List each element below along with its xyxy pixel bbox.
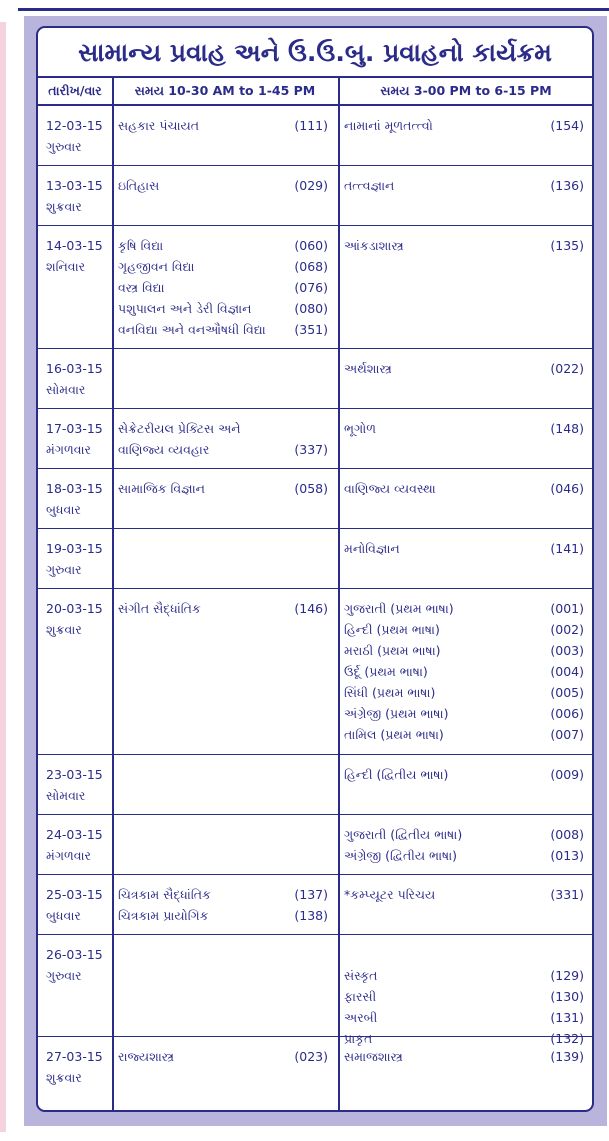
exam-day: સોમવાર (46, 382, 86, 397)
table-row (38, 589, 592, 755)
date-day-cell (46, 944, 108, 986)
subject-name: આંકડાશાસ્ત્ર (344, 238, 404, 253)
subject-name: સેક્રેટરીયલ પ્રેક્ટિસ અને વાણિજ્ય વ્યવહાર (118, 421, 241, 457)
subject-code: (004) (550, 664, 584, 679)
morning-session-cell (118, 478, 328, 499)
exam-date: 16-03-15 (46, 361, 103, 376)
subject-name: ચિત્રકામ પ્રાયોગિક (118, 908, 209, 923)
subject-code: (003) (550, 643, 584, 658)
subject-name: ઉર્દૂ (પ્રથમ ભાષા) (344, 664, 428, 679)
afternoon-session-cell (344, 418, 584, 439)
subject-code: (148) (550, 421, 584, 436)
exam-date: 24-03-15 (46, 827, 103, 842)
subject-line (344, 619, 584, 640)
subject-code: (154) (550, 118, 584, 133)
subject-code: (068) (294, 259, 328, 274)
exam-day: બુધવાર (46, 908, 81, 923)
table-row (38, 1037, 592, 1112)
subject-code: (337) (294, 442, 328, 457)
subject-line (344, 640, 584, 661)
subject-line (344, 764, 584, 785)
table-row (38, 469, 592, 529)
exam-date: 14-03-15 (46, 238, 103, 253)
morning-session-cell (118, 598, 328, 619)
subject-line (344, 418, 584, 439)
table-row (38, 755, 592, 815)
afternoon-session-cell (344, 764, 584, 785)
subject-name: ફારસી (344, 989, 377, 1004)
subject-line (344, 824, 584, 845)
exam-date: 27-03-15 (46, 1049, 103, 1064)
subject-name: સમાજશાસ્ત્ર (344, 1049, 403, 1064)
subject-name: પશુપાલન અને ડેરી વિજ્ઞાન (118, 301, 252, 316)
table-row (38, 815, 592, 875)
subject-name: તત્ત્વજ્ઞાન (344, 178, 395, 193)
date-day-cell (46, 115, 108, 157)
afternoon-session-cell (344, 944, 584, 1049)
subject-line (118, 598, 328, 619)
exam-day: ગુરુવાર (46, 968, 82, 983)
subject-name: *કમ્પ્યૂટર પરિચય (344, 887, 436, 902)
subject-code: (138) (294, 908, 328, 923)
subject-code: (008) (550, 827, 584, 842)
subject-code: (146) (294, 601, 328, 616)
date-day-cell (46, 175, 108, 217)
date-day-cell (46, 1046, 108, 1088)
morning-session-cell (118, 1046, 328, 1067)
subject-name: ગુજરાતી (દ્વિતીય ભાષા) (344, 827, 463, 842)
subject-code: (002) (550, 622, 584, 637)
subject-line (118, 235, 328, 256)
subject-line (118, 115, 328, 136)
schedule-rows (38, 106, 592, 1112)
exam-date: 19-03-15 (46, 541, 103, 556)
exam-day: મંગળવાર (46, 442, 92, 457)
left-margin-bar (0, 22, 6, 1132)
table-row (38, 529, 592, 589)
morning-session-cell (118, 175, 328, 196)
subject-code: (005) (550, 685, 584, 700)
exam-date: 25-03-15 (46, 887, 103, 902)
date-day-cell (46, 824, 108, 866)
subject-name: હિન્દી (પ્રથમ ભાષા) (344, 622, 440, 637)
date-day-cell (46, 538, 108, 580)
afternoon-session-cell (344, 115, 584, 136)
subject-line (118, 256, 328, 277)
subject-code: (132) (550, 1031, 584, 1046)
afternoon-session-cell (344, 1046, 584, 1067)
schedule-frame (24, 16, 607, 1126)
afternoon-session-cell (344, 884, 584, 905)
morning-session-cell (118, 235, 328, 340)
page-title: સામાન્ય પ્રવાહ અને ઉ.ઉ.બુ. પ્રવાહનો કાર્યક્રમ (38, 28, 592, 78)
afternoon-session-cell (344, 598, 584, 745)
subject-name: ગૃહજીવન વિદ્યા (118, 259, 195, 274)
subject-code: (076) (294, 280, 328, 295)
subject-line (344, 703, 584, 724)
subject-line (344, 538, 584, 559)
subject-code: (009) (550, 767, 584, 782)
subject-line (118, 319, 328, 340)
subject-line (118, 298, 328, 319)
afternoon-session-cell (344, 358, 584, 379)
subject-code: (080) (294, 301, 328, 316)
subject-code: (130) (550, 989, 584, 1004)
subject-line (118, 277, 328, 298)
subject-name: હિન્દી (દ્વિતીય ભાષા) (344, 767, 449, 782)
subject-code: (023) (294, 1049, 328, 1064)
subject-name: કૃષિ વિદ્યા (118, 238, 164, 253)
subject-name: સિંધી (પ્રથમ ભાષા) (344, 685, 436, 700)
date-day-cell (46, 598, 108, 640)
date-day-cell (46, 235, 108, 277)
subject-code: (060) (294, 238, 328, 253)
subject-line (118, 418, 328, 460)
subject-code: (007) (550, 727, 584, 742)
subject-name: વનવિદ્યા અને વનઔષધી વિદ્યા (118, 322, 266, 337)
date-day-cell (46, 418, 108, 460)
subject-name: વસ્ત્ર વિદ્યા (118, 280, 165, 295)
subject-line (344, 661, 584, 682)
subject-line (118, 1046, 328, 1067)
subject-code: (351) (294, 322, 328, 337)
subject-code: (022) (550, 361, 584, 376)
subject-line (344, 724, 584, 745)
subject-line (344, 884, 584, 905)
subject-line (344, 175, 584, 196)
subject-name: સહકાર પંચાયત (118, 118, 200, 133)
exam-day: મંગળવાર (46, 848, 92, 863)
table-header (38, 78, 592, 106)
date-day-cell (46, 358, 108, 400)
subject-code: (141) (550, 541, 584, 556)
subject-name: વાણિજ્ય વ્યવસ્થા (344, 481, 436, 496)
subject-name: અર્થશાસ્ત્ર (344, 361, 392, 376)
table-row (38, 106, 592, 166)
subject-line (344, 115, 584, 136)
subject-name: અંગ્રેજી (પ્રથમ ભાષા) (344, 706, 449, 721)
morning-session-cell (118, 418, 328, 460)
subject-code: (129) (550, 968, 584, 983)
subject-name: ઇતિહાસ (118, 178, 160, 193)
subject-code: (137) (294, 887, 328, 902)
subject-code: (136) (550, 178, 584, 193)
subject-code: (006) (550, 706, 584, 721)
header-afternoon-session: સમય 3-00 PM to 6-15 PM (380, 83, 552, 98)
subject-line (344, 986, 584, 1007)
exam-day: શુક્રવાર (46, 199, 82, 214)
subject-name: નામાનાં મૂળતત્ત્વો (344, 118, 433, 133)
subject-line (344, 235, 584, 256)
subject-code: (046) (550, 481, 584, 496)
exam-day: ગુરુવાર (46, 562, 82, 577)
subject-line (344, 478, 584, 499)
table-row (38, 166, 592, 226)
subject-name: મનોવિજ્ઞાન (344, 541, 400, 556)
subject-code: (029) (294, 178, 328, 193)
exam-day: સોમવાર (46, 788, 86, 803)
subject-code: (331) (550, 887, 584, 902)
exam-day: શુક્રવાર (46, 1070, 82, 1085)
subject-name: અરબી (344, 1010, 378, 1025)
table-row (38, 935, 592, 1046)
subject-line (118, 478, 328, 499)
exam-date: 20-03-15 (46, 601, 103, 616)
exam-date: 17-03-15 (46, 421, 103, 436)
subject-line (344, 1007, 584, 1028)
exam-date: 26-03-15 (46, 947, 103, 962)
subject-name: સામાજિક વિજ્ઞાન (118, 481, 205, 496)
subject-line (344, 598, 584, 619)
subject-code: (001) (550, 601, 584, 616)
schedule-card (36, 26, 594, 1112)
subject-name: ભૂગોળ (344, 421, 377, 436)
morning-session-cell (118, 115, 328, 136)
subject-name: તામિલ (પ્રથમ ભાષા) (344, 727, 444, 742)
subject-name: અંગ્રેજી (દ્વિતીય ભાષા) (344, 848, 458, 863)
header-morning-session: સમય 10-30 AM to 1-45 PM (134, 83, 316, 98)
table-row (38, 349, 592, 409)
subject-line (344, 358, 584, 379)
subject-line (118, 905, 328, 926)
table-row (38, 226, 592, 349)
table-row (38, 409, 592, 469)
date-day-cell (46, 478, 108, 520)
afternoon-session-cell (344, 235, 584, 256)
afternoon-session-cell (344, 538, 584, 559)
exam-day: શુક્રવાર (46, 622, 82, 637)
subject-code: (013) (550, 848, 584, 863)
subject-code: (135) (550, 238, 584, 253)
table-row (38, 875, 592, 935)
exam-day: ગુરુવાર (46, 139, 82, 154)
subject-line (118, 175, 328, 196)
subject-line (344, 965, 584, 986)
subject-line (344, 682, 584, 703)
exam-day: બુધવાર (46, 502, 81, 517)
subject-code: (131) (550, 1010, 584, 1025)
subject-code: (058) (294, 481, 328, 496)
afternoon-session-cell (344, 175, 584, 196)
subject-code: (111) (294, 118, 328, 133)
exam-date: 23-03-15 (46, 767, 103, 782)
subject-name: ગુજરાતી (પ્રથમ ભાષા) (344, 601, 454, 616)
subject-line (344, 845, 584, 866)
date-day-cell (46, 884, 108, 926)
header-date-day: તારીખ/વાર (48, 83, 102, 98)
subject-line (118, 884, 328, 905)
exam-date: 12-03-15 (46, 118, 103, 133)
subject-name: પ્રાકૃત (344, 1031, 373, 1046)
subject-name: રાજ્યશાસ્ત્ર (118, 1049, 175, 1064)
afternoon-session-cell (344, 824, 584, 866)
morning-session-cell (118, 884, 328, 926)
subject-name: મરાઠી (પ્રથમ ભાષા) (344, 643, 441, 658)
subject-code: (139) (550, 1049, 584, 1064)
exam-date: 18-03-15 (46, 481, 103, 496)
subject-name: સંસ્કૃત (344, 968, 378, 983)
top-rule (18, 8, 609, 11)
exam-date: 13-03-15 (46, 178, 103, 193)
exam-day: શનિવાર (46, 259, 86, 274)
subject-line (344, 1046, 584, 1067)
afternoon-session-cell (344, 478, 584, 499)
date-day-cell (46, 764, 108, 806)
subject-name: ચિત્રકામ સૈદ્ધાંતિક (118, 887, 211, 902)
subject-line (344, 944, 584, 965)
subject-name: સંગીત સૈદ્ધાંતિક (118, 601, 201, 616)
